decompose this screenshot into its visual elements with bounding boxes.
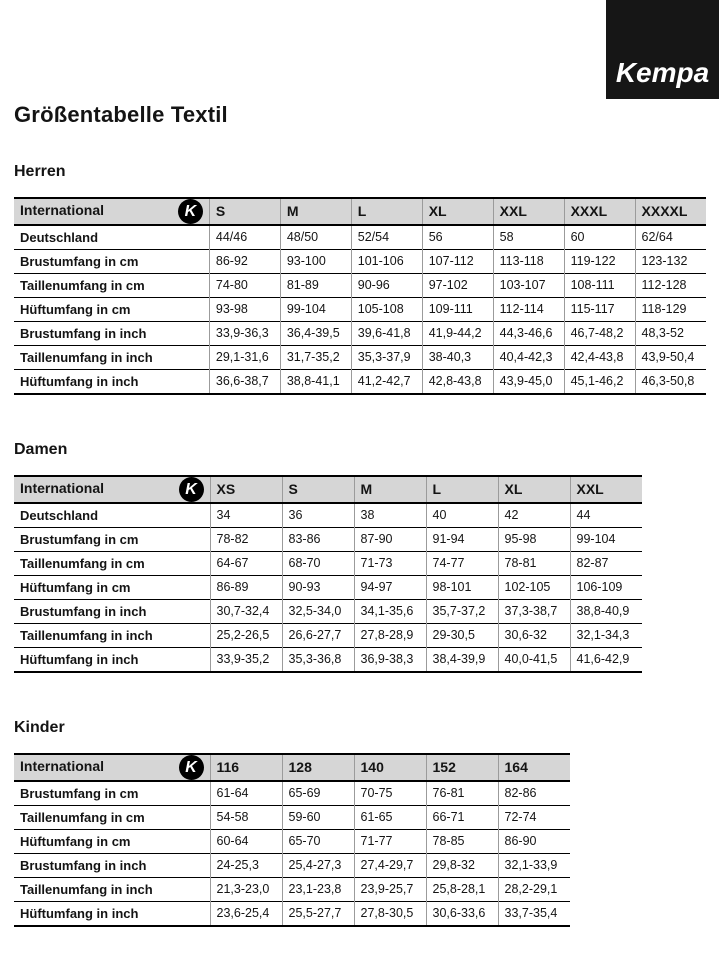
size-header-cell: XXXL [564,198,635,225]
value-cell: 23,9-25,7 [354,878,426,902]
size-header-cell: M [280,198,351,225]
value-cell: 25,8-28,1 [426,878,498,902]
value-cell: 23,6-25,4 [210,902,282,927]
size-table-damen [14,475,642,673]
value-cell: 65-70 [282,830,354,854]
header-label: International [20,480,105,496]
table-row [14,274,706,298]
value-cell: 108-111 [564,274,635,298]
value-cell: 93-100 [280,250,351,274]
value-cell: 109-111 [422,298,493,322]
row-label-cell: Taillenumfang in cm [20,810,145,825]
size-table-herren [14,197,706,395]
value-cell: 112-114 [493,298,564,322]
header-label-cell [14,476,210,503]
value-cell: 70-75 [354,781,426,806]
value-cell: 38-40,3 [422,346,493,370]
value-cell: 107-112 [422,250,493,274]
section-heading-herren: Herren [14,163,66,180]
value-cell: 29,8-32 [426,854,498,878]
size-header-cell: M [354,476,426,503]
value-cell: 36,6-38,7 [209,370,280,395]
value-cell: 90-93 [282,576,354,600]
value-cell: 102-105 [498,576,570,600]
value-cell: 30,6-32 [498,624,570,648]
row-label-cell: Taillenumfang in inch [20,882,153,897]
value-cell: 32,5-34,0 [282,600,354,624]
value-cell: 78-85 [426,830,498,854]
size-header-cell: XXL [570,476,642,503]
value-cell: 23,1-23,8 [282,878,354,902]
size-header-cell: XL [422,198,493,225]
size-header-cell: L [351,198,422,225]
row-label-cell: Hüftumfang in cm [20,302,131,317]
header-label: International [20,202,105,218]
value-cell: 46,3-50,8 [635,370,706,395]
value-cell: 60 [564,225,635,250]
value-cell: 82-86 [498,781,570,806]
value-cell: 78-82 [210,528,282,552]
value-cell: 72-74 [498,806,570,830]
value-cell: 25,4-27,3 [282,854,354,878]
table-row [14,648,642,673]
value-cell: 26,6-27,7 [282,624,354,648]
value-cell: 25,2-26,5 [210,624,282,648]
size-header-cell: XXXXL [635,198,706,225]
value-cell: 112-128 [635,274,706,298]
value-cell: 40 [426,503,498,528]
value-cell: 59-60 [282,806,354,830]
table-row [14,600,642,624]
value-cell: 27,8-30,5 [354,902,426,927]
value-cell: 33,7-35,4 [498,902,570,927]
value-cell: 38,8-41,1 [280,370,351,395]
value-cell: 24-25,3 [210,854,282,878]
value-cell: 38,8-40,9 [570,600,642,624]
size-header-cell: S [209,198,280,225]
value-cell: 86-92 [209,250,280,274]
kempa-k-badge-icon: K [179,755,204,780]
table-row [14,503,642,528]
value-cell: 71-73 [354,552,426,576]
value-cell: 38 [354,503,426,528]
table-row [14,250,706,274]
value-cell: 71-77 [354,830,426,854]
row-label-cell: Brustumfang in inch [20,326,147,341]
value-cell: 98-101 [426,576,498,600]
value-cell: 46,7-48,2 [564,322,635,346]
value-cell: 30,7-32,4 [210,600,282,624]
row-label-cell: Hüftumfang in inch [20,906,139,921]
value-cell: 43,9-45,0 [493,370,564,395]
value-cell: 101-106 [351,250,422,274]
section-heading-damen: Damen [14,441,68,458]
value-cell: 74-80 [209,274,280,298]
table-row [14,854,570,878]
value-cell: 119-122 [564,250,635,274]
value-cell: 86-90 [498,830,570,854]
value-cell: 115-117 [564,298,635,322]
value-cell: 42,8-43,8 [422,370,493,395]
value-cell: 65-69 [282,781,354,806]
size-table-section-damen [14,441,706,673]
table-row [14,624,642,648]
size-header-cell: 116 [210,754,282,781]
row-label-cell: Taillenumfang in cm [20,278,145,293]
value-cell: 61-65 [354,806,426,830]
header-label: International [20,758,105,774]
table-row [14,830,570,854]
value-cell: 45,1-46,2 [564,370,635,395]
value-cell: 58 [493,225,564,250]
value-cell: 31,7-35,2 [280,346,351,370]
value-cell: 61-64 [210,781,282,806]
value-cell: 106-109 [570,576,642,600]
value-cell: 68-70 [282,552,354,576]
value-cell: 52/54 [351,225,422,250]
row-label-cell: Brustumfang in inch [20,858,147,873]
size-header-cell: 128 [282,754,354,781]
value-cell: 87-90 [354,528,426,552]
value-cell: 82-87 [570,552,642,576]
value-cell: 56 [422,225,493,250]
value-cell: 48/50 [280,225,351,250]
value-cell: 36,9-38,3 [354,648,426,673]
size-header-cell: XXL [493,198,564,225]
size-table-kinder [14,753,570,927]
value-cell: 99-104 [570,528,642,552]
table-row [14,322,706,346]
value-cell: 43,9-50,4 [635,346,706,370]
table-header-row [14,198,706,225]
value-cell: 48,3-52 [635,322,706,346]
value-cell: 74-77 [426,552,498,576]
table-row [14,298,706,322]
value-cell: 86-89 [210,576,282,600]
value-cell: 39,6-41,8 [351,322,422,346]
value-cell: 118-129 [635,298,706,322]
size-header-cell: L [426,476,498,503]
row-label-cell: Hüftumfang in inch [20,374,139,389]
value-cell: 44/46 [209,225,280,250]
kempa-logo [606,0,719,99]
row-label-cell: Taillenumfang in cm [20,556,145,571]
table-header-row [14,476,642,503]
value-cell: 66-71 [426,806,498,830]
table-row [14,878,570,902]
value-cell: 29-30,5 [426,624,498,648]
row-label-cell: Brustumfang in inch [20,604,147,619]
size-header-cell: 152 [426,754,498,781]
table-row [14,225,706,250]
value-cell: 60-64 [210,830,282,854]
value-cell: 33,9-36,3 [209,322,280,346]
value-cell: 99-104 [280,298,351,322]
value-cell: 62/64 [635,225,706,250]
kempa-k-badge-icon: K [178,199,203,224]
table-header-row [14,754,570,781]
kempa-k-badge-icon: K [179,477,204,502]
value-cell: 93-98 [209,298,280,322]
value-cell: 44 [570,503,642,528]
row-label-cell: Brustumfang in cm [20,532,139,547]
value-cell: 27,8-28,9 [354,624,426,648]
header-label-cell [14,198,209,225]
value-cell: 30,6-33,6 [426,902,498,927]
size-table-section-kinder [14,719,706,927]
row-label-cell: Taillenumfang in inch [20,350,153,365]
value-cell: 94-97 [354,576,426,600]
value-cell: 33,9-35,2 [210,648,282,673]
value-cell: 21,3-23,0 [210,878,282,902]
size-header-cell: 140 [354,754,426,781]
value-cell: 76-81 [426,781,498,806]
size-header-cell: 164 [498,754,570,781]
value-cell: 40,0-41,5 [498,648,570,673]
value-cell: 29,1-31,6 [209,346,280,370]
value-cell: 78-81 [498,552,570,576]
size-table-section-herren [14,163,706,395]
tables-container [14,163,706,927]
value-cell: 34 [210,503,282,528]
value-cell: 36,4-39,5 [280,322,351,346]
row-label-cell: Deutschland [20,230,99,245]
value-cell: 64-67 [210,552,282,576]
value-cell: 44,3-46,6 [493,322,564,346]
value-cell: 105-108 [351,298,422,322]
value-cell: 38,4-39,9 [426,648,498,673]
table-row [14,576,642,600]
value-cell: 41,9-44,2 [422,322,493,346]
value-cell: 83-86 [282,528,354,552]
value-cell: 123-132 [635,250,706,274]
table-row [14,370,706,395]
value-cell: 41,6-42,9 [570,648,642,673]
table-row [14,902,570,927]
row-label-cell: Hüftumfang in cm [20,834,131,849]
value-cell: 90-96 [351,274,422,298]
value-cell: 40,4-42,3 [493,346,564,370]
value-cell: 35,7-37,2 [426,600,498,624]
value-cell: 42 [498,503,570,528]
value-cell: 42,4-43,8 [564,346,635,370]
table-row [14,528,642,552]
table-row [14,781,570,806]
value-cell: 54-58 [210,806,282,830]
value-cell: 103-107 [493,274,564,298]
row-label-cell: Brustumfang in cm [20,786,139,801]
value-cell: 81-89 [280,274,351,298]
size-header-cell: XS [210,476,282,503]
row-label-cell: Hüftumfang in cm [20,580,131,595]
table-row [14,346,706,370]
page-title: Größentabelle Textil [14,102,228,127]
value-cell: 37,3-38,7 [498,600,570,624]
value-cell: 35,3-36,8 [282,648,354,673]
table-row [14,552,642,576]
value-cell: 95-98 [498,528,570,552]
value-cell: 91-94 [426,528,498,552]
table-row [14,806,570,830]
section-heading-kinder: Kinder [14,719,65,736]
value-cell: 36 [282,503,354,528]
value-cell: 27,4-29,7 [354,854,426,878]
value-cell: 32,1-33,9 [498,854,570,878]
header-label-cell [14,754,210,781]
value-cell: 113-118 [493,250,564,274]
value-cell: 32,1-34,3 [570,624,642,648]
value-cell: 34,1-35,6 [354,600,426,624]
size-header-cell: S [282,476,354,503]
size-header-cell: XL [498,476,570,503]
kempa-logo-text: Kempa [615,57,710,88]
value-cell: 41,2-42,7 [351,370,422,395]
row-label-cell: Taillenumfang in inch [20,628,153,643]
value-cell: 25,5-27,7 [282,902,354,927]
value-cell: 28,2-29,1 [498,878,570,902]
row-label-cell: Hüftumfang in inch [20,652,139,667]
value-cell: 35,3-37,9 [351,346,422,370]
row-label-cell: Deutschland [20,508,99,523]
value-cell: 97-102 [422,274,493,298]
row-label-cell: Brustumfang in cm [20,254,139,269]
